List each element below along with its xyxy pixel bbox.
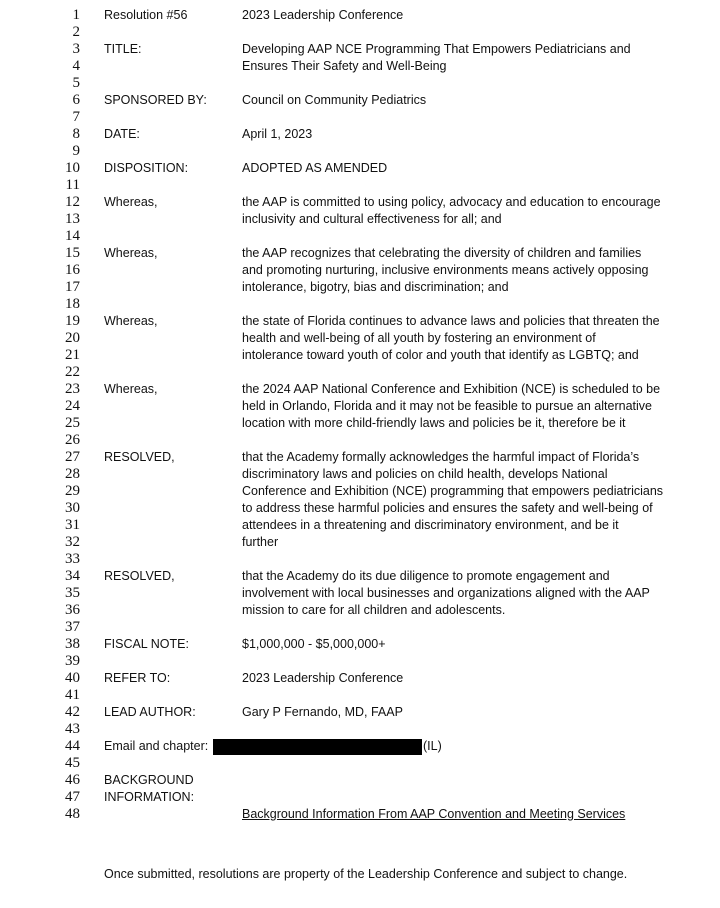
line-number: 4 [72, 58, 80, 74]
document-line [0, 585, 720, 602]
document-line [0, 517, 720, 534]
field-label: Whereas, [104, 314, 158, 328]
field-text: that the Academy formally acknowledges the harmful impact of Florida’s [242, 450, 640, 464]
line-number: 5 [72, 75, 80, 91]
document-line [0, 415, 720, 432]
document-line [0, 398, 720, 415]
line-number: 15 [65, 245, 80, 261]
document-line [0, 551, 720, 568]
document-line [0, 313, 720, 330]
field-text: 2023 Leadership Conference [242, 8, 404, 22]
field-text: to address these harmful policies and ensures the safety and well-being of [242, 501, 653, 515]
field-text: that the Academy do its due diligence to promote engagement and [242, 569, 610, 583]
document-line [0, 789, 720, 806]
line-number: 23 [65, 381, 80, 397]
document-line [0, 24, 720, 41]
field-label: REFER TO: [104, 671, 171, 685]
document-line [0, 92, 720, 109]
field-text: the state of Florida continues to advance laws and policies that threaten the [242, 314, 660, 328]
line-number: 16 [65, 262, 80, 278]
field-label: Whereas, [104, 195, 158, 209]
document-line [0, 347, 720, 364]
line-number: 33 [65, 551, 80, 567]
background-info-link[interactable]: Background Information From AAP Convention and Meeting Services [242, 807, 626, 821]
line-number: 26 [65, 432, 80, 448]
document-line [0, 75, 720, 92]
line-number: 35 [65, 585, 80, 601]
field-text: Ensures Their Safety and Well-Being [242, 59, 447, 73]
document-line [0, 704, 720, 721]
field-text: held in Orlando, Florida and it may not be feasible to pursue an alternative [242, 399, 652, 413]
line-number: 32 [65, 534, 80, 550]
field-text: attendees in a threatening and discriminatory environment, and be it [242, 518, 619, 532]
line-number: 6 [72, 92, 80, 108]
line-number: 29 [65, 483, 80, 499]
field-label: TITLE: [104, 42, 142, 56]
document-line [0, 772, 720, 789]
document-line [0, 602, 720, 619]
document-line [0, 534, 720, 551]
field-text: and promoting nurturing, inclusive environments means actively opposing [242, 263, 649, 277]
document-line [0, 7, 720, 24]
field-text: the 2024 AAP National Conference and Exhibition (NCE) is scheduled to be [242, 382, 661, 396]
field-text: involvement with local businesses and organizations aligned with the AAP [242, 586, 650, 600]
field-label: Whereas, [104, 382, 158, 396]
line-number: 31 [65, 517, 80, 533]
line-number: 9 [72, 143, 80, 159]
line-number: 45 [65, 755, 80, 771]
document-line [0, 687, 720, 704]
line-number: 3 [72, 41, 80, 57]
document-line [0, 160, 720, 177]
line-number: 42 [65, 704, 80, 720]
document-line [0, 109, 720, 126]
line-number: 8 [72, 126, 80, 142]
document-line [0, 41, 720, 58]
field-label: DATE: [104, 127, 140, 141]
field-text: ADOPTED AS AMENDED [242, 161, 388, 175]
footer-note: Once submitted, resolutions are property of the Leadership Conference and subject to change. [104, 867, 628, 881]
document-line [0, 432, 720, 449]
document-line [0, 296, 720, 313]
document-line [0, 194, 720, 211]
document-line [0, 738, 720, 755]
document-line [0, 806, 720, 823]
document-line [0, 228, 720, 245]
line-number: 14 [65, 228, 80, 244]
line-number: 36 [65, 602, 80, 618]
document-line [0, 245, 720, 262]
line-number: 20 [65, 330, 80, 346]
line-number: 22 [65, 364, 80, 380]
document-line [0, 568, 720, 585]
field-text: 2023 Leadership Conference [242, 671, 404, 685]
field-label: RESOLVED, [104, 450, 175, 464]
line-number: 39 [65, 653, 80, 669]
document-line [0, 500, 720, 517]
line-number: 7 [72, 109, 80, 125]
field-label: FISCAL NOTE: [104, 637, 189, 651]
line-number: 24 [65, 398, 80, 414]
line-number: 25 [65, 415, 80, 431]
line-number: 2 [72, 24, 80, 40]
field-text: Conference and Exhibition (NCE) programming that empowers pediatricians [242, 484, 664, 498]
document-line [0, 636, 720, 653]
field-text: intolerance, bigotry, bias and discrimination; and [242, 280, 509, 294]
field-label: Email and chapter: [104, 739, 209, 753]
line-number: 17 [65, 279, 80, 295]
line-number: 19 [65, 313, 80, 329]
document-line [0, 211, 720, 228]
field-text: Developing AAP NCE Programming That Empowers Pediatricians and [242, 42, 631, 56]
line-number: 21 [65, 347, 80, 363]
document-line [0, 670, 720, 687]
document-line [0, 279, 720, 296]
field-text: discriminatory laws and policies on child health, develops National [242, 467, 608, 481]
field-text: the AAP is committed to using policy, advocacy and education to encourage [242, 195, 661, 209]
line-number: 13 [65, 211, 80, 227]
line-number: 41 [65, 687, 80, 703]
document-line [0, 619, 720, 636]
line-number: 47 [65, 789, 80, 805]
line-number: 38 [65, 636, 80, 652]
field-label: INFORMATION: [104, 790, 195, 804]
line-number: 48 [65, 806, 80, 822]
line-number: 1 [72, 7, 80, 23]
field-text: location with more child-friendly laws and policies be it, therefore be it [242, 416, 626, 430]
field-text: Council on Community Pediatrics [242, 93, 427, 107]
field-label: Whereas, [104, 246, 158, 260]
document-line [0, 364, 720, 381]
document-line [0, 126, 720, 143]
document-line [0, 755, 720, 772]
document-line [0, 721, 720, 738]
document-line [0, 330, 720, 347]
line-number: 44 [65, 738, 80, 754]
field-text: intolerance toward youth of color and youth that identify as LGBTQ; and [242, 348, 639, 362]
document-line [0, 58, 720, 75]
line-number: 34 [65, 568, 80, 584]
document-line [0, 483, 720, 500]
field-text: Gary P Fernando, MD, FAAP [242, 705, 403, 719]
chapter-text: (IL) [423, 739, 442, 753]
document-line [0, 381, 720, 398]
field-text: $1,000,000 - $5,000,000+ [242, 637, 386, 651]
field-label: LEAD AUTHOR: [104, 705, 196, 719]
line-number: 11 [65, 177, 80, 193]
line-number: 10 [65, 160, 80, 176]
line-number: 37 [65, 619, 80, 635]
field-text: the AAP recognizes that celebrating the diversity of children and families [242, 246, 642, 260]
field-label: Resolution #56 [104, 8, 188, 22]
field-label: RESOLVED, [104, 569, 175, 583]
document-line [0, 262, 720, 279]
line-number: 12 [65, 194, 80, 210]
field-text: health and well-being of all youth by fostering an environment of [242, 331, 596, 345]
document-line [0, 177, 720, 194]
redaction-bar [213, 739, 422, 755]
field-text: further [242, 535, 279, 549]
line-number: 40 [65, 670, 80, 686]
line-number: 43 [65, 721, 80, 737]
field-label: SPONSORED BY: [104, 93, 207, 107]
line-number: 30 [65, 500, 80, 516]
field-text: inclusivity and cultural effectiveness for all; and [242, 212, 502, 226]
document-line [0, 653, 720, 670]
document-line [0, 449, 720, 466]
document-line [0, 143, 720, 160]
line-number: 27 [65, 449, 80, 465]
line-number: 46 [65, 772, 80, 788]
field-text: mission to care for all children and adolescents. [242, 603, 506, 617]
field-label: BACKGROUND [104, 773, 194, 787]
field-label: DISPOSITION: [104, 161, 189, 175]
line-number: 28 [65, 466, 80, 482]
document-line [0, 466, 720, 483]
field-text: April 1, 2023 [242, 127, 313, 141]
line-number: 18 [65, 296, 80, 312]
